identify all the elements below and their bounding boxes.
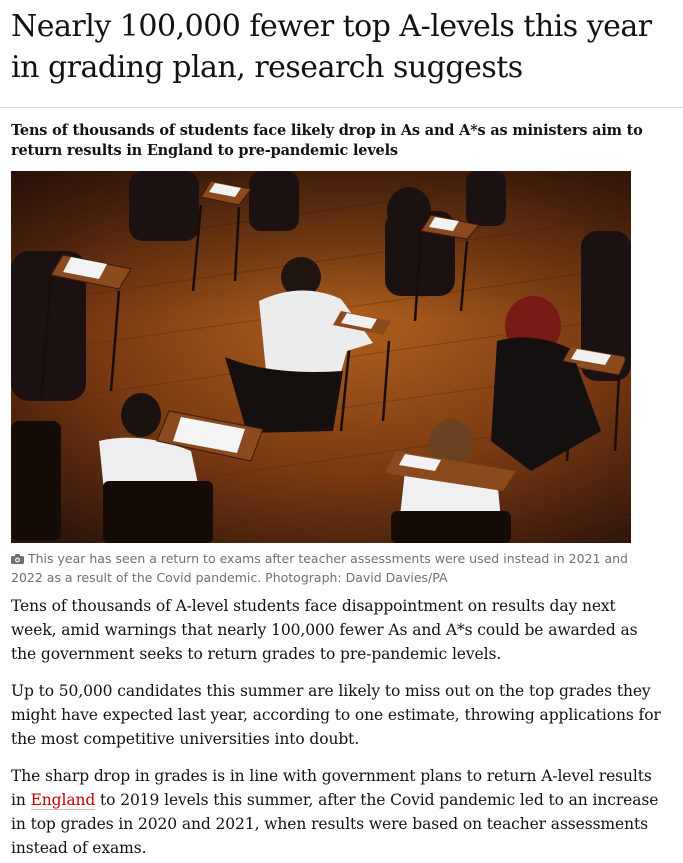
article-photo bbox=[11, 171, 631, 543]
caption-text: This year has seen a return to exams after teacher assessments were used instead in 2021 and 2022 as a result of the Covid pandemic. Photograph: David Davies/PA bbox=[11, 551, 628, 585]
body-paragraph-1: Tens of thousands of A-level students face disappointment on results day next week, amid warnings that nearly 100,000 fewer As and A*s could be awarded as the government seeks to return grades to pre-pandemic levels. bbox=[11, 597, 638, 663]
paragraph-3-text-end: to 2019 levels this summer, after the Covid pandemic led to an increase in top grades in 2020 and 2021, when results were based on teacher assessments instead of exams. bbox=[11, 791, 659, 857]
body-paragraph-2: Up to 50,000 candidates this summer are likely to miss out on the top grades they might have expected last year, according to one estimate, throwing applications for the most competitive universities into doubt. bbox=[11, 682, 661, 748]
england-link[interactable]: England bbox=[30, 791, 96, 809]
photo-caption bbox=[11, 549, 641, 587]
article-headline: Nearly 100,000 fewer top A-levels this year in grading plan, research suggests bbox=[11, 9, 652, 85]
body-paragraph-3 bbox=[11, 764, 661, 860]
camera-icon bbox=[11, 554, 24, 564]
paragraph-3-text-start: The sharp drop in grades is in line with government plans to return A-level results in bbox=[11, 767, 652, 809]
article-standfirst: Tens of thousands of students face likely drop in As and A*s as ministers aim to return results in England to pre-pandemic levels bbox=[11, 122, 643, 159]
headline-divider bbox=[0, 107, 683, 108]
